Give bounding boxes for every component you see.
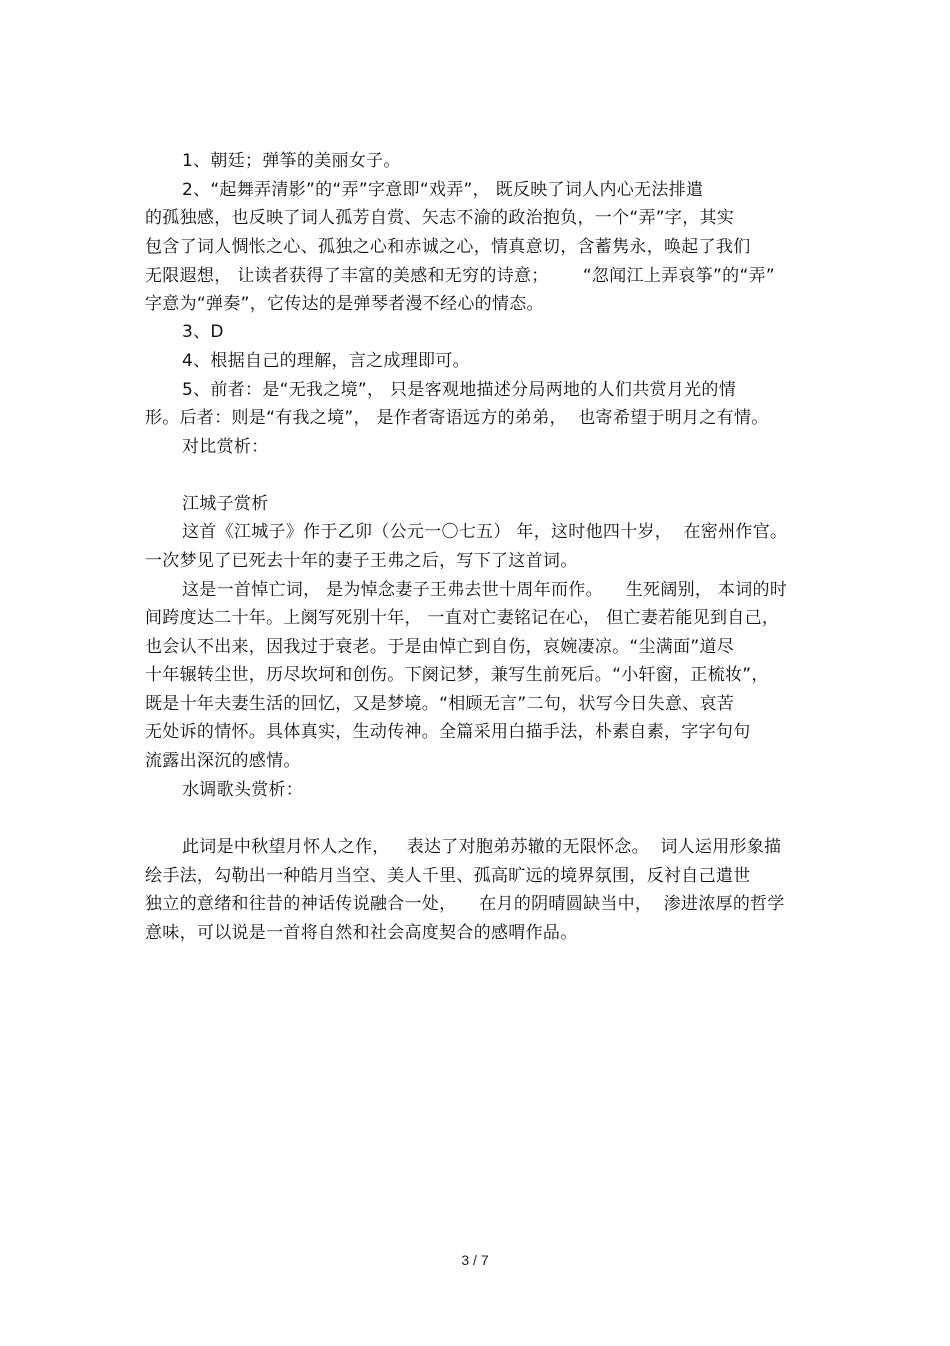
section-heading: 对比赏析： xyxy=(182,437,269,457)
text-line: 无限遐想， 让读者获得了丰富的美感和无穷的诗意； “忽闻江上弄哀筝”的“弄” xyxy=(145,266,775,286)
text-line: 包含了词人惆怅之心、孤独之心和赤诚之心，情真意切，含蓄隽永，唤起了我们 xyxy=(145,237,751,257)
text-line: 绘手法，勾勒出一种皓月当空、美人千里、孤高旷远的境界氛围，反衬自己遣世 xyxy=(145,866,751,886)
section-heading: 江城子赏析 xyxy=(182,494,269,514)
text-line: 也会认不出来，因我过于衰老。于是由悼亡到自伤，哀婉凄凉。“尘满面”道尽 xyxy=(145,637,735,657)
text-line: 5、前者：是“无我之境”， 只是客观地描述分局两地的人们共赏月光的情 xyxy=(182,380,737,400)
text-line: 的孤独感，也反映了词人孤芳自赏、矢志不渝的政治抱负，一个“弄”字，其实 xyxy=(145,208,735,228)
text-line: 无处诉的情怀。具体真实，生动传神。全篇采用白描手法，朴素自素，字字句句 xyxy=(145,722,751,742)
text-line: 这是一首悼亡词， 是为悼念妻子王弗去世十周年而作。 生死阔别， 本词的时 xyxy=(182,580,788,600)
text-line: 3、D xyxy=(182,322,224,342)
text-line: 字意为“弹奏”，它传达的是弹琴者漫不经心的情态。 xyxy=(145,294,544,314)
section-heading: 水调歌头赏析： xyxy=(182,780,304,800)
text-line: 这首《江城子》作于乙卯（公元一〇七五） 年，这时他四十岁， 在密州作官。 xyxy=(182,522,788,542)
text-line: 此词是中秋望月怀人之作， 表达了对胞弟苏辙的无限怀念。 词人运用形象描 xyxy=(182,837,782,857)
text-line: 既是十年夫妻生活的回忆，又是梦境。“相顾无言”二句，状写今日失意、哀苦 xyxy=(145,694,735,714)
text-line: 4、根据自己的理解，言之成理即可。 xyxy=(182,351,470,371)
text-line: 一次梦见了已死去十年的妻子王弗之后，写下了这首词。 xyxy=(145,551,578,571)
text-line: 2、“起舞弄清影”的“弄”字意即“戏弄”， 既反映了词人内心无法排遣 xyxy=(182,180,704,200)
text-line: 间跨度达二十年。上阕写死别十年， 一直对亡妻铭记在心， 但亡妻若能见到自己， xyxy=(145,608,780,628)
text-line: 1、朝廷；弹筝的美丽女子。 xyxy=(182,151,401,171)
text-line: 意味，可以说是一首将自然和社会高度契合的感喟作品。 xyxy=(145,923,578,943)
text-line: 十年辗转尘世，历尽坎坷和创伤。下阕记梦，兼写生前死后。“小轩窗，正梳妆”， xyxy=(145,665,769,685)
page-number: 3 / 7 xyxy=(461,1252,489,1268)
text-line: 形。后者：则是“有我之境”， 是作者寄语远方的弟弟， 也寄希望于明月之有情。 xyxy=(145,408,769,428)
text-line: 流露出深沉的感情。 xyxy=(145,751,301,771)
text-line: 独立的意绪和往昔的神话传说融合一处， 在月的阴晴圆缺当中， 渗进浓厚的哲学 xyxy=(145,894,785,914)
